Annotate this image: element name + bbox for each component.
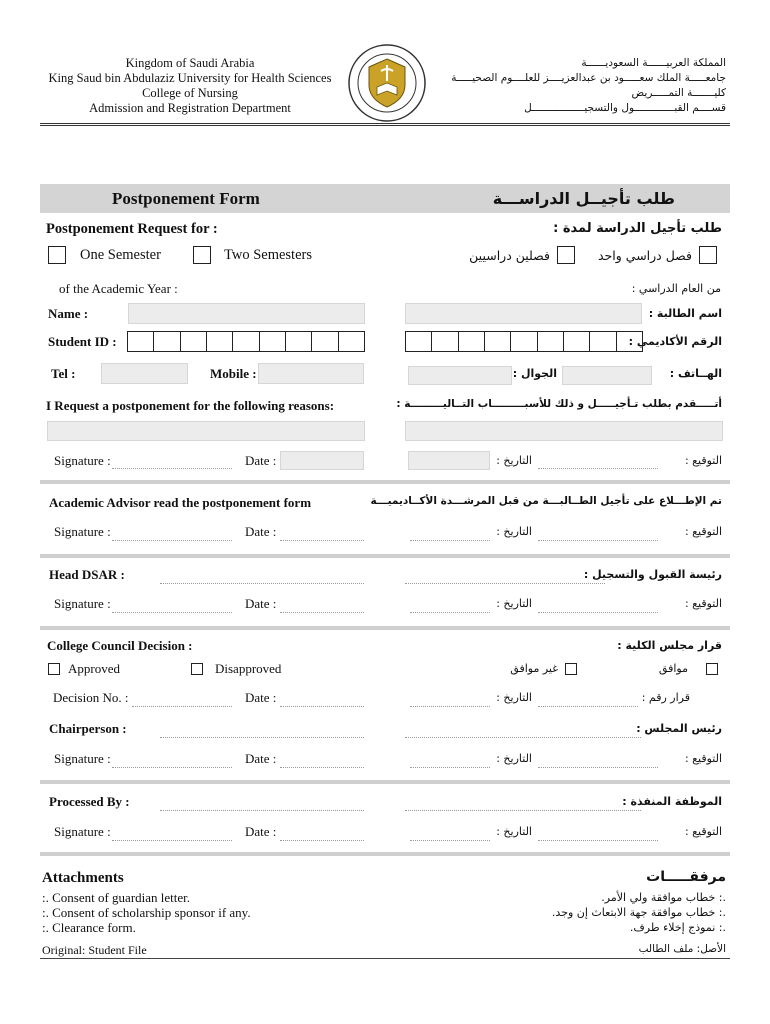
processed-by-line-ar[interactable] — [405, 810, 641, 811]
date-line-ar[interactable] — [410, 840, 490, 841]
chairperson-line-ar[interactable] — [405, 737, 641, 738]
tel-input[interactable] — [101, 363, 188, 384]
header-english — [40, 56, 340, 116]
head-dsar-label: Head DSAR : — [49, 567, 125, 582]
header-en-line: Admission and Registration Department — [89, 101, 291, 115]
council-label: College Council Decision : — [47, 638, 193, 653]
date-line[interactable] — [280, 840, 364, 841]
section-divider — [40, 554, 730, 558]
signature-line-ar[interactable] — [538, 840, 658, 841]
request-label-en: Postponement Request for : — [46, 221, 218, 237]
reasons-label: I Request a postponement for the following reasons: — [46, 398, 335, 413]
date-line[interactable] — [280, 612, 364, 613]
original-file-label: Original: Student File — [42, 943, 147, 957]
attachment-item: :. Clearance form. — [42, 920, 136, 935]
date-label: Date : — [245, 453, 277, 468]
header-ar-line: قســــم القبـــــــــــــول والتسجيـــــــــــــــــل — [524, 102, 726, 114]
attachment-item: :. Consent of guardian letter. — [42, 890, 191, 905]
student-id-label: Student ID : — [48, 334, 117, 349]
council-label-ar: قرار مجلس الكلية : — [617, 639, 722, 652]
two-semesters-label: Two Semesters — [224, 247, 312, 263]
signature-line[interactable] — [112, 767, 232, 768]
chairperson-label: Chairperson : — [49, 721, 127, 736]
processed-by-label-ar: الموظفة المنفذة : — [622, 795, 722, 808]
header-ar-line: المملكة العربيــــــة السعوديــــــة — [581, 57, 726, 69]
one-semester-label: One Semester — [80, 247, 161, 263]
date-line-ar[interactable] — [410, 540, 490, 541]
advisor-label: Academic Advisor read the postponement form — [49, 495, 312, 510]
form-title-ar: طلب تأجيــل الدراســـة — [492, 189, 675, 208]
mobile-input[interactable] — [258, 363, 364, 384]
attachment-item-ar: .: نموذج إخلاء طرف. — [629, 921, 726, 934]
signature-label-ar: التوقيع : — [684, 597, 722, 610]
student-id-grid-ar[interactable] — [405, 331, 643, 352]
mobile-label-ar: الجوال : — [512, 367, 557, 380]
signature-line[interactable] — [112, 540, 232, 541]
signature-line-ar[interactable] — [538, 468, 658, 469]
decision-no-label-ar: قرار رقم : — [641, 691, 690, 704]
two-semesters-checkbox-ar[interactable] — [557, 246, 575, 264]
header-en-line: College of Nursing — [142, 86, 238, 100]
chairperson-line[interactable] — [160, 737, 364, 738]
advisor-label-ar: تم الإطـــلاع على تأجيل الطــالبـــة من قبل المرشـــدة الأكــاديميـــة — [370, 495, 722, 507]
university-logo — [347, 43, 427, 123]
header-divider — [40, 123, 730, 126]
name-input[interactable] — [128, 303, 365, 324]
student-id-label-ar: الرقم الأكاديمي : — [628, 335, 722, 348]
attachment-item-ar: .: خطاب موافقة ولي الأمر. — [601, 891, 726, 904]
signature-line-ar[interactable] — [538, 612, 658, 613]
tel-label: Tel : — [51, 366, 76, 381]
signature-label-ar: التوقيع : — [684, 525, 722, 538]
date-line[interactable] — [280, 706, 364, 707]
date-label-ar: التاريخ : — [496, 825, 532, 838]
date-input-ar[interactable] — [408, 451, 490, 470]
date-label-ar: التاريخ : — [496, 691, 532, 704]
one-semester-checkbox-ar[interactable] — [699, 246, 717, 264]
decision-no-line[interactable] — [132, 706, 232, 707]
disapproved-label: Disapproved — [215, 661, 282, 676]
request-label-ar: طلب تأجيل الدراسة لمدة : — [553, 221, 722, 236]
reasons-input-ar[interactable] — [405, 421, 723, 441]
signature-line-ar[interactable] — [538, 767, 658, 768]
name-input-ar[interactable] — [405, 303, 642, 324]
approved-checkbox[interactable] — [48, 663, 60, 675]
signature-line[interactable] — [112, 840, 232, 841]
two-semesters-label-ar: فصلين دراسيين — [469, 248, 550, 263]
processed-by-label: Processed By : — [49, 794, 130, 809]
date-label-ar: التاريخ : — [496, 597, 532, 610]
mobile-label: Mobile : — [210, 366, 257, 381]
approved-label: Approved — [68, 661, 120, 676]
name-label: Name : — [48, 306, 89, 321]
date-label: Date : — [245, 824, 277, 839]
original-file-label-ar: الأصل: ملف الطالب — [638, 943, 726, 955]
reasons-label-ar: أتـــــقدم بطلب تـأجيـــــل و ذلك للأسبـــــــــاب التــاليـــــــــة : — [396, 398, 722, 410]
not-approved-label-ar: غير موافق — [510, 662, 558, 675]
chairperson-label-ar: رئيس المجلس : — [636, 722, 722, 735]
head-dsar-label-ar: رئيسة القبول والتسجيل : — [583, 568, 722, 581]
processed-by-line[interactable] — [160, 810, 364, 811]
signature-line[interactable] — [112, 612, 232, 613]
signature-label: Signature : — [54, 524, 111, 539]
header-arabic — [434, 56, 726, 116]
head-dsar-line[interactable] — [160, 583, 364, 584]
attachment-item-ar: .: خطاب موافقة جهة الابتعاث إن وجد. — [551, 906, 726, 919]
head-dsar-line-ar[interactable] — [405, 583, 605, 584]
form-title-en: Postponement Form — [112, 189, 260, 208]
signature-label-ar: التوقيع : — [684, 752, 722, 765]
section-divider — [40, 780, 730, 784]
attachments-title: Attachments — [42, 870, 124, 886]
signature-label-ar: التوقيع : — [684, 825, 722, 838]
tel-label-ar: الهــاتف : — [669, 367, 722, 380]
academic-year-label-ar: من العام الدراسي : — [631, 282, 721, 295]
date-label-ar: التاريخ : — [496, 525, 532, 538]
attachments-title-ar: مرفقـــــات — [646, 869, 726, 885]
signature-label: Signature : — [54, 751, 111, 766]
approved-label-ar: موافق — [658, 662, 688, 675]
header-en-line: Kingdom of Saudi Arabia — [125, 56, 255, 70]
date-input[interactable] — [280, 451, 364, 470]
signature-label: Signature : — [54, 453, 111, 468]
signature-line[interactable] — [112, 468, 232, 469]
date-line[interactable] — [280, 540, 364, 541]
section-divider — [40, 852, 730, 856]
footer-divider — [40, 958, 730, 959]
one-semester-label-ar: فصل دراسي واحد — [598, 248, 692, 263]
signature-line-ar[interactable] — [538, 540, 658, 541]
header-ar-line: جامعـــــة الملك سعـــــود بن عبدالعزيــــز للعلــــوم الصحيـــــة — [451, 72, 726, 84]
signature-label: Signature : — [54, 596, 111, 611]
date-label-ar: التاريخ : — [496, 454, 532, 467]
section-divider — [40, 626, 730, 630]
disapproved-checkbox[interactable] — [191, 663, 203, 675]
date-label: Date : — [245, 690, 277, 705]
section-divider — [40, 480, 730, 484]
header-en-line: King Saud bin Abdulaziz University for Health Sciences — [48, 71, 332, 85]
date-label: Date : — [245, 596, 277, 611]
date-line[interactable] — [280, 767, 364, 768]
reasons-input[interactable] — [47, 421, 365, 441]
decision-no-label: Decision No. : — [53, 690, 129, 705]
date-line-ar[interactable] — [410, 612, 490, 613]
date-label-ar: التاريخ : — [496, 752, 532, 765]
one-semester-checkbox[interactable] — [48, 246, 66, 264]
signature-label-ar: التوقيع : — [684, 454, 722, 467]
date-line-ar[interactable] — [410, 706, 490, 707]
academic-year-label: of the Academic Year : — [59, 281, 178, 296]
signature-label: Signature : — [54, 824, 111, 839]
date-label: Date : — [245, 751, 277, 766]
date-label: Date : — [245, 524, 277, 539]
decision-no-line-ar[interactable] — [538, 706, 638, 707]
name-label-ar: اسم الطالبة : — [648, 307, 722, 320]
header-ar-line: كليـــــــة التمـــــريض — [631, 87, 726, 99]
mobile-input-ar[interactable] — [408, 366, 512, 385]
student-id-grid[interactable] — [127, 331, 365, 352]
date-line-ar[interactable] — [410, 767, 490, 768]
not-approved-checkbox-ar[interactable] — [565, 663, 577, 675]
two-semesters-checkbox[interactable] — [193, 246, 211, 264]
approved-checkbox-ar[interactable] — [706, 663, 718, 675]
tel-input-ar[interactable] — [562, 366, 652, 385]
attachment-item: :. Consent of scholarship sponsor if any. — [42, 905, 251, 920]
